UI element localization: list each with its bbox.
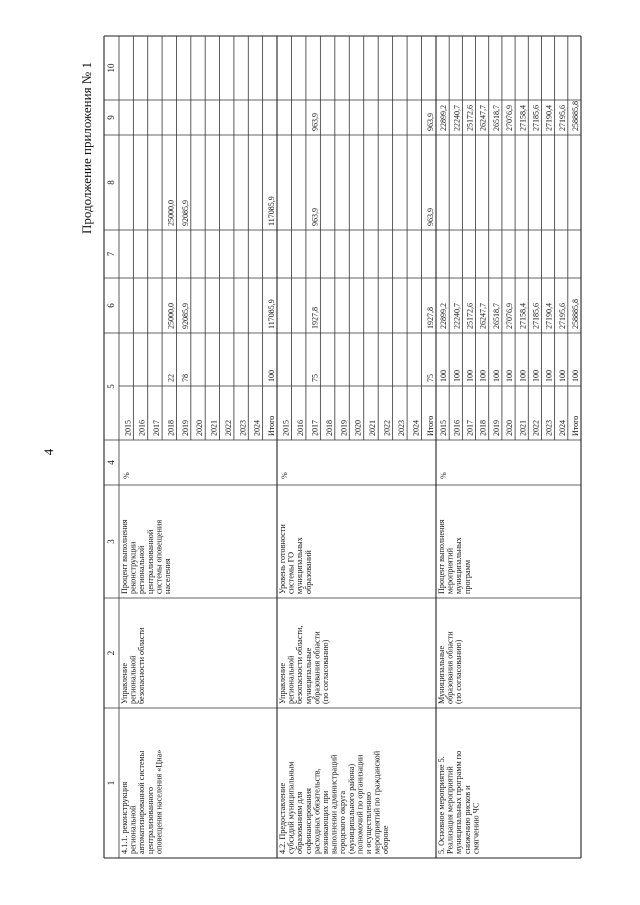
row-3-event-name: смягчению ЧС (471, 802, 481, 854)
row-1-executor: региональной (128, 655, 138, 704)
year-label: Итого (267, 415, 276, 436)
row-2-indicator: муниципальных (295, 537, 305, 594)
total-funding-value: 26247,7 (478, 303, 488, 329)
row-2-event-name: софинансирования (303, 788, 313, 854)
row-1-indicator: системы оповещения (154, 519, 164, 594)
year-label: 2016 (295, 420, 305, 436)
total-funding-value: 25172,6 (465, 303, 475, 329)
row-2-event-name: 4.2. Предоставление (278, 782, 287, 854)
row-3-indicator: программ (462, 559, 472, 594)
column-header-5: 5 (106, 384, 116, 389)
year-label: 2024 (557, 420, 567, 436)
percent-value: 75 (426, 374, 435, 382)
row-2-indicator: системы ГО (286, 551, 296, 594)
row-1-event-name: оповещения населения «Цна» (154, 749, 164, 854)
row-2-executor: образования области (312, 631, 322, 704)
column-header-7: 7 (106, 251, 116, 257)
row-1-executor: безопасности области (137, 627, 147, 704)
regional-funding-value: 117085,9 (267, 196, 276, 226)
row-3-event-name: Реализация мероприятий (445, 766, 455, 854)
row-3-indicator: мероприятий (445, 548, 455, 594)
year-label: 2024 (411, 420, 421, 436)
total-funding-value: 25000,0 (166, 303, 176, 329)
local-funding-value: 27195,6 (557, 105, 567, 131)
local-funding-value: 27158,4 (518, 105, 528, 131)
percent-value: 100 (518, 370, 528, 382)
column-header-8: 8 (106, 180, 116, 185)
row-1-event-name: региональной (128, 805, 138, 854)
percent-value: 100 (491, 370, 501, 382)
row-2-executor: (по согласованию) (321, 639, 330, 704)
row-2-executor: безопасности области, (295, 625, 305, 704)
year-label: 2015 (123, 420, 133, 436)
row-2-event-name: (муниципального района) (346, 763, 356, 854)
year-label: 2021 (518, 420, 528, 436)
total-funding-value: 27185,6 (531, 303, 541, 329)
total-funding-value: 1927,8 (310, 307, 320, 329)
total-funding-value: 92085,9 (180, 303, 190, 329)
row-1-event-name: централизованного (145, 786, 155, 854)
row-1-indicator: населения (163, 558, 172, 594)
total-funding-value: 258885,8 (571, 299, 580, 329)
page-number: 4 (41, 448, 56, 456)
row-2-event-name: городского округа (338, 790, 348, 854)
column-header-9: 9 (106, 115, 116, 120)
year-label: 2024 (252, 420, 262, 436)
local-funding-value: 25172,6 (465, 105, 475, 131)
row-2-event-name: образованиям для (295, 791, 305, 854)
regional-funding-value: 92085,9 (180, 200, 190, 226)
row-3-event-name: снижению рисков и (462, 785, 472, 854)
percent-value: 100 (544, 370, 554, 382)
row-2-event-name: расходных обязательств, (312, 768, 322, 854)
row-2-executor: муниципальные (303, 647, 313, 704)
percent-value: 100 (531, 370, 541, 382)
row-2-event-name: выполнении администраций (329, 754, 339, 854)
regional-funding-value: 25000,0 (166, 200, 176, 226)
year-label: 2020 (353, 420, 363, 436)
row-2-event-name: и осуществлению (364, 791, 373, 854)
row-3-event-name: 5. Основное мероприятие 5. (437, 756, 446, 854)
row-1-indicator: Процент выполнения (120, 519, 129, 594)
total-funding-value: 26518,7 (491, 303, 501, 329)
row-3-executor: образования области (445, 631, 455, 704)
year-label: 2019 (491, 420, 501, 436)
row-3-indicator: Процент выполнения (437, 519, 446, 594)
row-2-indicator: образований (303, 550, 313, 594)
continuation-caption: Продолжение приложения № 1 (79, 62, 94, 234)
total-funding-value: 27190,4 (544, 303, 554, 329)
year-label: 2018 (478, 420, 488, 436)
percent-value: 78 (180, 374, 190, 382)
year-label: 2019 (180, 420, 190, 436)
percent-value: 100 (439, 370, 449, 382)
year-label: 2017 (152, 420, 162, 436)
regional-funding-value: 963,9 (310, 208, 320, 226)
column-header-10: 10 (106, 63, 116, 73)
local-funding-value: 27185,6 (531, 105, 541, 131)
year-label: 2020 (505, 420, 515, 436)
row-2-indicator: Уровень готовности (278, 524, 287, 594)
local-funding-value: 27076,9 (505, 105, 515, 131)
local-funding-value: 963,9 (426, 113, 435, 131)
year-label: 2018 (324, 420, 334, 436)
percent-value: 75 (310, 374, 320, 382)
row-2-event-name: субсидий муниципальным (286, 761, 296, 854)
column-header-2: 2 (106, 650, 116, 656)
total-funding-value: 27195,6 (557, 303, 567, 329)
percent-value: 100 (267, 370, 276, 382)
percent-value: 100 (465, 370, 475, 382)
year-label: 2019 (339, 420, 349, 436)
year-label: 2018 (166, 420, 176, 436)
year-label: 2016 (137, 420, 147, 436)
year-label: 2022 (223, 420, 233, 436)
local-funding-value: 26247,7 (478, 105, 488, 131)
row-2-event-name: полномочий по организации (355, 754, 365, 854)
row-2-executor: региональной (286, 655, 296, 704)
row-2-executor: Управление (278, 662, 287, 704)
row-3-indicator: муниципальных (454, 537, 464, 594)
year-label: 2017 (310, 420, 320, 436)
year-label: 2021 (209, 420, 219, 436)
year-label: Итого (571, 415, 580, 436)
local-funding-value: 27190,4 (544, 105, 554, 131)
local-funding-value: 258885,8 (571, 101, 580, 131)
year-label: 2023 (544, 420, 554, 436)
year-label: 2015 (281, 420, 291, 436)
row-1-unit: % (122, 472, 131, 479)
year-label: 2021 (368, 420, 378, 436)
local-funding-value: 963,9 (310, 113, 320, 131)
year-label: 2023 (238, 420, 248, 436)
row-3-event-name: муниципальных программ по (454, 750, 464, 854)
row-1-event-name: 4.1.1. реконструкция (120, 781, 129, 854)
percent-value: 100 (452, 370, 462, 382)
percent-value: 100 (557, 370, 567, 382)
percent-value: 100 (478, 370, 488, 382)
local-funding-value: 26518,7 (491, 105, 501, 131)
row-1-indicator: централизованной (145, 529, 155, 594)
row-1-event-name: автоматизированной системы (137, 750, 147, 854)
row-2-event-name: мероприятий по гражданской (372, 750, 382, 854)
row-3-executor: (по согласованию) (454, 639, 464, 704)
column-header-4: 4 (106, 460, 116, 465)
year-label: 2023 (397, 420, 407, 436)
row-2-unit: % (280, 472, 289, 479)
total-funding-value: 1927,8 (426, 307, 435, 329)
year-label: Итого (426, 415, 435, 436)
column-header-1: 1 (106, 780, 116, 786)
year-label: 2017 (465, 420, 475, 436)
total-funding-value: 27158,4 (518, 303, 528, 329)
regional-funding-value: 963,9 (426, 208, 435, 226)
row-1-executor: Управление (120, 662, 129, 704)
data-table (104, 36, 581, 858)
percent-value: 22 (166, 374, 176, 382)
total-funding-value: 27076,9 (505, 303, 515, 329)
row-3-executor: Муниципальные (437, 645, 446, 704)
row-2-event-name: обороне (381, 825, 391, 854)
total-funding-value: 117085,9 (267, 299, 276, 329)
row-1-indicator: реконструкции (128, 541, 138, 594)
local-funding-value: 22899,2 (439, 105, 449, 131)
year-label: 2022 (531, 420, 541, 436)
year-label: 2020 (195, 420, 205, 436)
total-funding-value: 22899,2 (439, 303, 449, 329)
percent-value: 100 (505, 370, 515, 382)
year-label: 2015 (439, 420, 449, 436)
percent-value: 100 (571, 370, 580, 382)
row-3-unit: % (439, 472, 448, 479)
column-header-3: 3 (106, 539, 116, 544)
column-header-6: 6 (106, 303, 116, 308)
year-label: 2022 (382, 420, 392, 436)
row-2-event-name: возникающих при (321, 790, 330, 854)
total-funding-value: 22240,7 (452, 303, 462, 329)
row-1-indicator: региональной (137, 545, 147, 594)
local-funding-value: 22240,7 (452, 105, 462, 131)
year-label: 2016 (452, 420, 462, 436)
